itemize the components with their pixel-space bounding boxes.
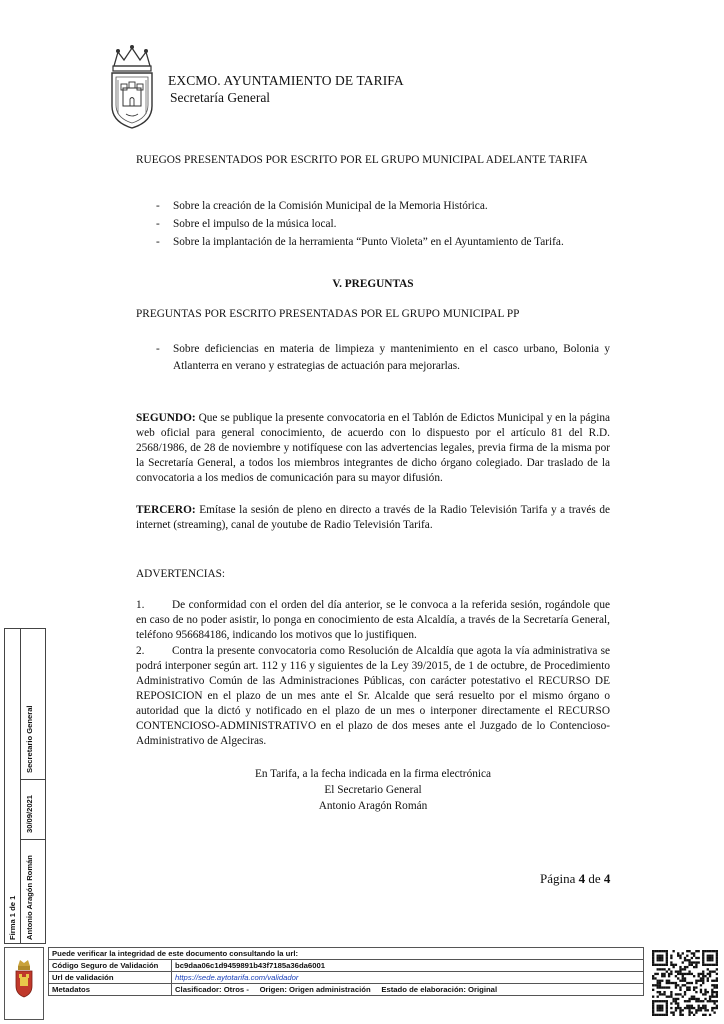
tercero-label: TERCERO: [136, 504, 196, 516]
qr-code-icon [652, 950, 718, 1016]
ruegos-item: - Sobre el impulso de la música local. [156, 217, 616, 232]
signature-block [136, 766, 610, 814]
signature-role: El Secretario General [324, 784, 422, 796]
ruegos-list [156, 199, 616, 250]
stamp-date: 30/09/2021 [25, 794, 34, 833]
stamp-role: Secretario General [25, 705, 34, 773]
preguntas-list [156, 341, 610, 375]
department-name: Secretaría General [170, 90, 271, 105]
ruegos-item: - Sobre la implantación de la herramienta “Punto Violeta” en el Ayuntamiento de Tarifa. [156, 235, 616, 250]
advertencia-number: 2. [136, 645, 145, 657]
signature-stamp [4, 628, 46, 944]
municipal-crest-icon [4, 947, 44, 1020]
advertencia-item [136, 644, 610, 749]
verification-table [48, 947, 644, 996]
validation-url-label: Url de validación [49, 972, 172, 984]
validation-url-link[interactable]: https://sede.aytotarifa.com/validador [175, 973, 299, 982]
advertencia-item [136, 598, 610, 643]
page-number-prefix: Página [540, 871, 576, 886]
section-title: V. PREGUNTAS [332, 278, 414, 290]
segundo-text: Que se publique la presente convocatoria en el Tablón de Edictos Municipal y en la página web oficial para general conocimiento, de acuerdo con lo dispuesto por el artículo 81 del R.D. 2568/1986, de 28 de noviembre y notifíquese con las advertencias legales, previa firma de la misma por la Secretaría General, a todos los miembros integrantes de dicho órgano colegiado. Dar traslado de la convocatoria a los medios de comunicación para su mayor difusión. [136, 412, 610, 484]
tercero-text: Emítase la sesión de pleno en directo a través de la Radio Televisión Tarifa y a través de internet (streaming), canal de youtube de Radio Televisión Tarifa. [136, 504, 610, 531]
ruegos-item: - Sobre la creación de la Comisión Municipal de la Memoria Histórica. [156, 199, 616, 214]
csv-value: bc9daa06c1d9459891b43f7185a36da6001 [172, 960, 644, 972]
metadata-label: Metadatos [49, 984, 172, 996]
page-number-current: 4 [578, 871, 586, 886]
csv-label: Código Seguro de Validación [49, 960, 172, 972]
coat-of-arms-icon [104, 44, 160, 130]
preguntas-item: - Sobre deficiencias en materia de limpieza y mantenimiento en el casco urbano, Bolonia y Atlanterra en verano y estrategias de actuación para mejorarlas. [156, 341, 610, 375]
ruegos-heading: RUEGOS PRESENTADOS POR ESCRITO POR EL GRUPO MUNICIPAL ADELANTE TARIFA [136, 154, 588, 166]
organization-name: EXCMO. AYUNTAMIENTO DE TARIFA [168, 73, 404, 88]
page-number-of: de [588, 871, 601, 886]
advertencia-text: Contra la presente convocatoria como Resolución de Alcaldía que agota la vía administrativa se podrá interponer según art. 112 y 116 y siguientes de la Ley 39/2015, de 1 de octubre, de Procedimiento Administrativo Común de las Administraciones Públicas, con carácter potestativo el RECURSO DE REPOSICION en el plazo de un mes ante el Sr. Alcalde que será resuelto por el mismo órgano o autoridad que la dictó y notificado en el plazo de un mes o interponer directamente el RECURSO CONTENCIOSO-ADMINISTRATIVO en el plazo de dos meses ante el Juzgado de lo Contencioso-Administrativo de Algeciras. [136, 645, 610, 747]
segundo-label: SEGUNDO: [136, 412, 196, 424]
tercero-paragraph [136, 503, 610, 533]
stamp-signer-name: Antonio Aragón Román [25, 855, 34, 940]
metadata-value: Clasificador: Otros - Origen: Origen administración Estado de elaboración: Original [172, 984, 644, 996]
preguntas-heading: PREGUNTAS POR ESCRITO PRESENTADAS POR EL GRUPO MUNICIPAL PP [136, 308, 520, 320]
verify-instructions: Puede verificar la integridad de este documento consultando la url: [49, 948, 644, 960]
page-number [540, 871, 610, 887]
segundo-paragraph [136, 411, 610, 486]
advertencia-text: De conformidad con el orden del día anterior, se le convoca a la referida sesión, rogándole que en caso de no poder asistir, lo ponga en conocimiento de esta Alcaldía, a través de la Secretaría General, teléfono 956684186, indicando los motivos que lo justifiquen. [136, 599, 610, 641]
advertencia-number: 1. [136, 599, 145, 611]
page-number-total: 4 [603, 871, 611, 886]
stamp-signature-count: Firma 1 de 1 [8, 895, 17, 940]
verification-footer [4, 947, 720, 1020]
signature-name: Antonio Aragón Román [318, 800, 428, 812]
advertencias-heading: ADVERTENCIAS: [136, 568, 226, 580]
signature-place-date: En Tarifa, a la fecha indicada en la firma electrónica [254, 768, 492, 780]
